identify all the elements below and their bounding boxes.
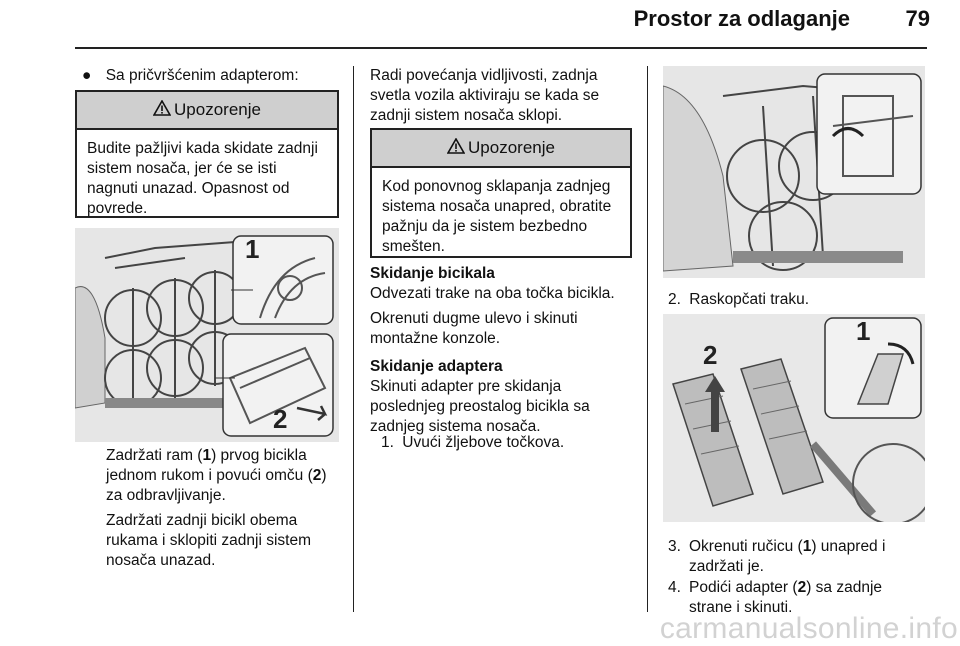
- step-number: 2.: [668, 291, 681, 308]
- column-divider-1: [353, 66, 354, 612]
- warning-title: Upozorenje: [468, 138, 555, 157]
- figure-strap-unbuckle: [663, 66, 925, 278]
- bullet-text: Sa pričvršćenim adapterom:: [105, 67, 299, 84]
- section-line-remove-bikes: Odvezati trake na oba točka bicikla.: [370, 285, 615, 302]
- column-divider-2: [647, 66, 648, 612]
- step-2: [668, 290, 928, 310]
- bike-carrier-illustration: [75, 228, 339, 442]
- figure-callout-1: 1: [856, 316, 871, 346]
- figure-adapter-removal: [663, 314, 925, 522]
- warning-text: Budite pažljivi kada skidate zadnji sistem nosača, jer će se isti nagnuti unazad. Opasnost od povrede.: [87, 140, 318, 217]
- step-text: Uvući žljebove točkova.: [402, 434, 565, 451]
- watermark: carmanualsonline.info: [659, 612, 958, 645]
- warning-title: Upozorenje: [174, 100, 261, 119]
- step-number: 1.: [381, 434, 394, 451]
- section-text-remove-adapter: Skinuti adapter pre skidanja poslednjeg preostalog bicikla sa zadnjeg sistema nosača.: [370, 378, 590, 435]
- strap-illustration: [663, 66, 925, 278]
- intro-paragraph: Radi povećanja vidljivosti, zadnja svetla vozila aktiviraju se kada se zadnji sistem nosača sklopi.: [370, 67, 600, 124]
- section-heading-remove-bikes: Skidanje bicikala: [370, 265, 495, 282]
- figure-callout-2: 2: [273, 404, 288, 434]
- page-number: 79: [905, 6, 930, 31]
- figure-bike-carrier-fold: [75, 228, 339, 442]
- warning-icon: [153, 100, 171, 121]
- step-3: [668, 537, 928, 577]
- bullet-dot: ●: [82, 67, 92, 84]
- page-header-title: Prostor za odlaganje: [633, 6, 850, 31]
- figure-callout-1: 1: [245, 234, 260, 264]
- step-number: 3.: [668, 538, 681, 555]
- step-text: Raskopčati traku.: [689, 291, 809, 308]
- warning-box-1: [75, 90, 339, 218]
- warning-icon: [447, 138, 465, 159]
- step-text: Okrenuti ručicu (1) unapred i zadržati je.: [689, 538, 886, 575]
- step-text: Podići adapter (2) sa zadnje strane i skinuti.: [689, 579, 883, 616]
- paragraph-rotate-knob: Okrenuti dugme ulevo i skinuti montažne konzole.: [370, 310, 578, 347]
- step-number: 4.: [668, 579, 681, 596]
- bullet-item: [82, 66, 299, 86]
- warning-box-2: [370, 128, 632, 258]
- figure-callout-2: 2: [703, 340, 718, 370]
- warning-header: [77, 92, 337, 130]
- instruction-paragraph-1: Zadržati ram (1) prvog bicikla jednom rukom i povući omču (2) za odbravljivanje.: [106, 447, 327, 504]
- warning-text: Kod ponovnog sklapanja zadnjeg sistema nosača unapred, obratite pažnju da je sistem bezbedno smešten.: [382, 178, 612, 255]
- warning-header: [372, 130, 630, 168]
- header-rule: [75, 47, 927, 49]
- instruction-paragraph-2: Zadržati zadnji bicikl obema rukama i sklopiti zadnji sistem nosača unazad.: [106, 512, 312, 569]
- step-1: [381, 433, 631, 453]
- section-heading-remove-adapter: Skidanje adaptera: [370, 358, 503, 375]
